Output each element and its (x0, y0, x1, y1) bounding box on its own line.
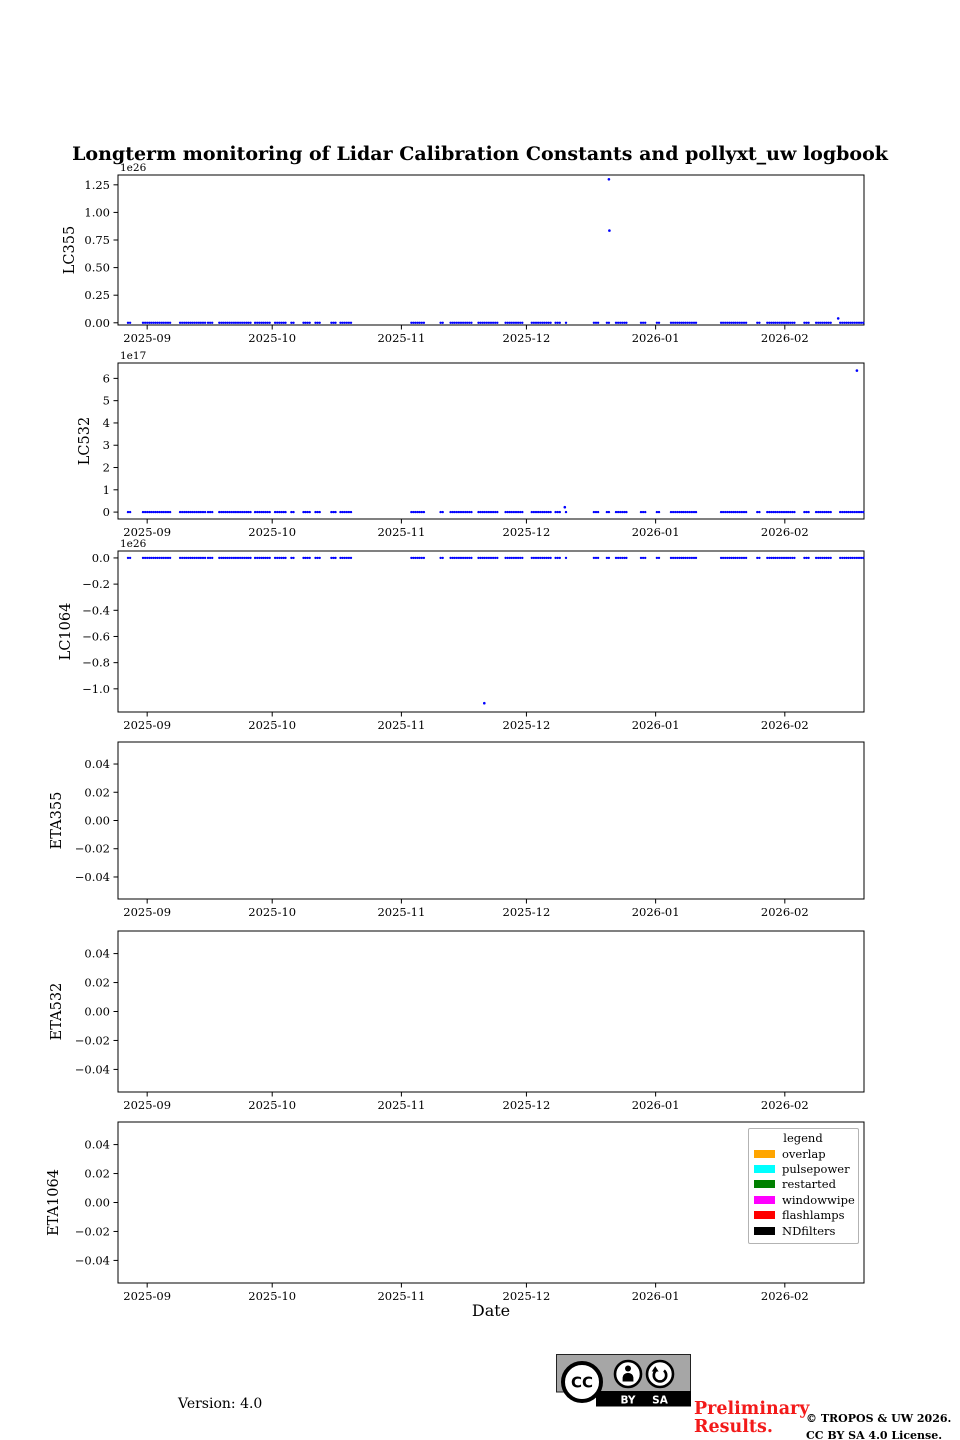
svg-text:2025-09: 2025-09 (123, 525, 172, 539)
badge-sa-label: SA (652, 1394, 668, 1407)
by-person-icon (615, 1361, 641, 1387)
svg-text:2025-09: 2025-09 (123, 331, 172, 345)
svg-text:0.00: 0.00 (84, 1195, 110, 1210)
svg-text:2025-09: 2025-09 (123, 1289, 172, 1300)
svg-text:0.02: 0.02 (84, 975, 110, 990)
svg-text:0.04: 0.04 (84, 946, 110, 961)
svg-text:−1.0: −1.0 (82, 681, 110, 696)
svg-text:2025-10: 2025-10 (248, 1098, 297, 1112)
svg-text:2025-12: 2025-12 (502, 718, 551, 732)
pulsepower-swatch-icon (754, 1165, 775, 1173)
svg-text:6: 6 (102, 371, 110, 386)
svg-text:0.04: 0.04 (84, 757, 110, 772)
legend-entry-windowwipe (754, 1192, 855, 1207)
svg-text:−0.02: −0.02 (74, 1224, 110, 1239)
svg-text:−0.8: −0.8 (82, 655, 110, 670)
svg-text:2025-10: 2025-10 (248, 525, 297, 539)
svg-text:3: 3 (102, 438, 110, 453)
x-axis-label: Date (471, 1301, 511, 1320)
svg-text:0.0: 0.0 (91, 550, 110, 565)
svg-text:1e26: 1e26 (120, 162, 147, 174)
subplot-LC1064 (58, 538, 864, 732)
legend-entry-ndfilters (754, 1223, 852, 1238)
legend-title: legend (783, 1131, 823, 1145)
legend-entry-label: pulsepower (782, 1162, 850, 1177)
badge-by-label: BY (620, 1394, 636, 1407)
svg-text:2025-10: 2025-10 (248, 905, 297, 919)
svg-text:1.00: 1.00 (84, 205, 110, 220)
restarted-swatch-icon (754, 1180, 775, 1188)
copyright-line1: © TROPOS & UW 2026. (806, 1412, 952, 1425)
svg-text:2025-10: 2025-10 (248, 1289, 297, 1300)
svg-text:0.02: 0.02 (84, 785, 110, 800)
badge-black-strip (596, 1391, 691, 1407)
svg-text:1e17: 1e17 (120, 350, 147, 362)
legend-entry-flashlamps (754, 1208, 852, 1223)
svg-text:2026-01: 2026-01 (631, 905, 680, 919)
svg-text:2026-01: 2026-01 (631, 718, 680, 732)
svg-text:CC: CC (570, 1373, 594, 1392)
svg-text:2: 2 (102, 460, 110, 475)
svg-text:2026-02: 2026-02 (760, 331, 809, 345)
figure-title: Longterm monitoring of Lidar Calibration Constants and pollyxt_uw logbook (72, 143, 888, 165)
legend-box (748, 1128, 859, 1244)
version-text: Version: 4.0 (178, 1396, 263, 1412)
svg-text:2025-12: 2025-12 (502, 525, 551, 539)
legend-entry-label: overlap (782, 1146, 826, 1161)
svg-text:2026-02: 2026-02 (760, 718, 809, 732)
svg-text:1.25: 1.25 (84, 177, 110, 192)
sa-share-alike-icon (647, 1361, 673, 1387)
svg-text:2025-11: 2025-11 (377, 1289, 426, 1300)
svg-text:ETA355: ETA355 (49, 791, 65, 850)
cc-license-badge (556, 1354, 692, 1408)
svg-text:2025-11: 2025-11 (377, 1098, 426, 1112)
svg-text:2026-01: 2026-01 (631, 1098, 680, 1112)
svg-text:2025-12: 2025-12 (502, 1289, 551, 1300)
svg-text:ETA532: ETA532 (49, 982, 65, 1041)
svg-text:0.00: 0.00 (84, 315, 110, 330)
svg-text:2025-10: 2025-10 (248, 331, 297, 345)
cc-circle-icon (563, 1363, 601, 1401)
svg-text:0.75: 0.75 (84, 233, 110, 248)
legend-entry-restarted (754, 1177, 852, 1192)
preliminary-results-text (694, 1400, 809, 1437)
subplot-ETA1064 (46, 1122, 864, 1300)
copyright-text (806, 1410, 951, 1440)
flashlamps-swatch-icon (754, 1211, 775, 1219)
overlap-swatch-icon (754, 1150, 775, 1158)
subplot-ETA532 (49, 931, 864, 1112)
svg-text:0.02: 0.02 (84, 1166, 110, 1181)
svg-text:ETA1064: ETA1064 (46, 1169, 62, 1236)
windowwipe-swatch-icon (754, 1196, 775, 1204)
svg-text:2026-02: 2026-02 (760, 905, 809, 919)
preliminary-line2: Results. (694, 1417, 773, 1438)
ndfilters-swatch-icon (754, 1227, 775, 1235)
svg-text:2025-12: 2025-12 (502, 331, 551, 345)
svg-text:1e26: 1e26 (120, 538, 147, 550)
legend-entry-label: flashlamps (782, 1208, 845, 1223)
svg-text:2025-11: 2025-11 (377, 525, 426, 539)
svg-text:2026-02: 2026-02 (760, 1289, 809, 1300)
svg-text:5: 5 (102, 393, 110, 408)
svg-text:0.04: 0.04 (84, 1137, 110, 1152)
svg-text:0: 0 (102, 505, 110, 520)
svg-text:2025-12: 2025-12 (502, 905, 551, 919)
svg-text:−0.02: −0.02 (74, 1033, 110, 1048)
subplot-LC355 (62, 162, 864, 345)
svg-text:2026-02: 2026-02 (760, 1098, 809, 1112)
svg-text:−0.02: −0.02 (74, 841, 110, 856)
svg-text:2026-02: 2026-02 (760, 525, 809, 539)
legend-entry-pulsepower (754, 1161, 852, 1176)
svg-text:2026-01: 2026-01 (631, 525, 680, 539)
subplot-ETA355 (49, 742, 864, 919)
svg-text:2025-11: 2025-11 (377, 718, 426, 732)
legend-entry-label: NDfilters (782, 1223, 836, 1238)
svg-text:2025-09: 2025-09 (123, 905, 172, 919)
svg-text:2025-09: 2025-09 (123, 718, 172, 732)
svg-text:2025-11: 2025-11 (377, 331, 426, 345)
svg-text:LC532: LC532 (77, 416, 93, 466)
svg-text:0.25: 0.25 (84, 288, 110, 303)
svg-text:LC355: LC355 (62, 225, 78, 275)
svg-text:1: 1 (102, 482, 110, 497)
subplot-LC532 (77, 350, 864, 539)
copyright-line2: CC BY SA 4.0 License. (806, 1429, 943, 1440)
svg-text:2026-01: 2026-01 (631, 331, 680, 345)
svg-text:0.00: 0.00 (84, 1004, 110, 1019)
legend-entry-label: restarted (782, 1177, 836, 1192)
svg-text:2025-12: 2025-12 (502, 1098, 551, 1112)
svg-text:−0.4: −0.4 (82, 603, 110, 618)
legend-entry-overlap (754, 1146, 852, 1161)
svg-text:−0.04: −0.04 (74, 1253, 110, 1268)
svg-text:2025-09: 2025-09 (123, 1098, 172, 1112)
svg-text:−0.2: −0.2 (82, 577, 110, 592)
svg-text:4: 4 (102, 415, 110, 430)
svg-text:−0.04: −0.04 (74, 869, 110, 884)
legend-entry-label: windowwipe (782, 1192, 855, 1207)
svg-text:0.50: 0.50 (84, 260, 110, 275)
svg-text:−0.6: −0.6 (82, 629, 110, 644)
svg-text:2025-11: 2025-11 (377, 905, 426, 919)
svg-text:−0.04: −0.04 (74, 1062, 110, 1077)
svg-text:2025-10: 2025-10 (248, 718, 297, 732)
svg-text:LC1064: LC1064 (58, 602, 74, 661)
preliminary-line1: Preliminary (694, 1399, 810, 1419)
svg-text:0.00: 0.00 (84, 813, 110, 828)
svg-text:2026-01: 2026-01 (631, 1289, 680, 1300)
